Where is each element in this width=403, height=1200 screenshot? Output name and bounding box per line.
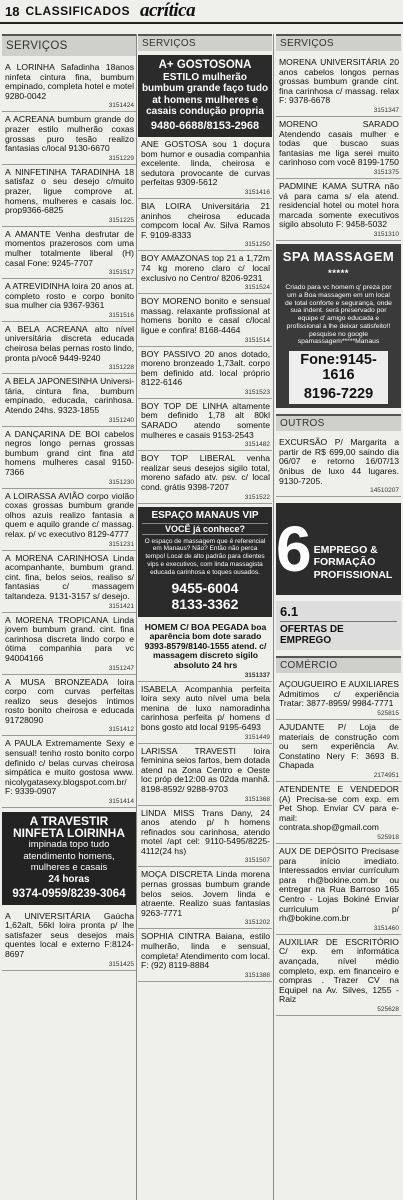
spa-box-manaus-vip: [138, 507, 272, 617]
promo-hours: 24 horas: [48, 873, 90, 885]
classified-ad: [276, 720, 401, 782]
ad-text: A UNIVERSITÁRIA Gaúcha 1,62alt, 56kl loira pronta p/ lhe satisfazer seus desejos mais quentes local e externo F:8124-8697: [5, 910, 134, 959]
ad-text: MORENO SARADO Atendendo casais mulher e todas que buscao suas fantasias me liga serei muito carinhoso com você 8199-1750: [279, 118, 399, 168]
classified-ad: [138, 806, 272, 868]
classified-ad: [2, 165, 136, 227]
ad-ref: 3151250: [244, 241, 270, 249]
ad-text: A MUSA BRONZEADA loira corpo com curvas perfeitas realizo seus desejos íntimos rosto bonito cheirosa e educada 91728090: [5, 676, 134, 725]
classified-ad: [138, 251, 272, 294]
ad-ref: 3151460: [373, 924, 399, 932]
ad-text: A LOIRASSA AVIÃO corpo violão coxas grossas bumbum grande olhos azuis realizo fantasia a quem e aquilo grande c/ massag. relax. p/ vc executivo 8129-4777: [5, 490, 134, 539]
classified-ad: [2, 736, 136, 808]
ad-text: BIA LOIRA Universitária 21 aninhos cheirosa educada compcom local Av. Silva Ramos F. 9109-8333: [141, 200, 270, 240]
box-phone-1: 9455-6004: [171, 579, 239, 596]
promo-subtitle: NINFETA LOIRINHA: [13, 825, 125, 840]
ad-text: LARISSA TRAVESTI loira feminina seios fartos, bem dotada atend na Zona Centro e Oeste loc próp de12:00 as 02da manhã. 8198-8592/ 9288-9703: [141, 745, 270, 794]
ad-text: AUXILIAR DE ESCRITÓRIO C/ exp. em informática avançada, nível médio completo, exp. em financeiro e compras . Trazer CV na Equipel na Av. Silves, 1255 - Raiz: [279, 936, 399, 1005]
classified-ad: [276, 935, 401, 1016]
spa-title: SPA MASSAGEM: [282, 248, 395, 264]
classified-ad: [138, 929, 272, 981]
ad-ref: 3151228: [108, 364, 134, 372]
ad-ref: 3151416: [244, 188, 270, 196]
ad-text: MORENA UNIVERSITÁRIA 20 anos cabelos longos pernas grossas bumbum grande cint. fina carinhosa c/ massag. relax F: 9378-6678: [279, 57, 399, 106]
promo-phone: 9480-6688/8153-2968: [150, 119, 260, 132]
ad-ref: 3151368: [244, 795, 270, 803]
classified-ad: [138, 199, 272, 251]
ad-text: A ACREANA bumbum grande do prazer estilo mulherão coxas grossas puro tesão realizo fantasias c/local 9130-6670: [5, 114, 134, 154]
ad-text: BOY PASSIVO 20 anos dotado, moreno bronzeado 1,73alt. corpo bem definido atd. local próprio 8122-6146: [141, 348, 270, 388]
ad-text: AÇOUGUEIRO E AUXILIARES Admitimos c/ experiência Tratar: 3877-8959/ 9984-7771: [279, 679, 399, 709]
classified-ad: [138, 137, 272, 199]
classified-ad: [276, 844, 401, 935]
column-1: [2, 34, 136, 971]
classified-ad: [2, 60, 136, 112]
ad-ref: 3151523: [244, 388, 270, 396]
ad-text: A NINFETINHA TARADINHA 18 satisfaz o seu desejo c/muito prazer, ligue comprove at. homens, mulheres e casais loc. prop9366-6825: [5, 166, 134, 216]
promo-body: impinada topo tudo atendimento homens, mulheres e casais: [23, 839, 115, 874]
ad-ref: 3151347: [373, 106, 399, 114]
classified-ad: [2, 227, 136, 279]
ad-text: LINDA MISS Trans Dany, 24 anos atendo p/ h homens refinados sou carinhosa, atendo motel /apt cel: 9110-5495/8225-4112(24 hs): [141, 807, 270, 856]
page-header: [0, 0, 403, 24]
classified-ad: [276, 435, 401, 497]
classified-ad: [138, 744, 272, 806]
ad-ref: 525815: [377, 710, 399, 718]
ad-text: A AMANTE Venha desfrutar de momentos prazerosos com uma mulher totalmente liberal (H) casal Fone: 9245-7707: [5, 228, 134, 268]
box-phone-2: 8133-3362: [171, 595, 239, 612]
ad-ref: 3151424: [108, 102, 134, 110]
classified-ad: [138, 451, 272, 503]
category-label: EMPREGO & FORMAÇÃO PROFISSIONAL: [313, 543, 393, 581]
spa-stars: *****: [328, 267, 349, 279]
classified-ad: [2, 279, 136, 322]
ad-text: AJUDANTE P/ Loja de materiais de construção com ou sem experiência Av. Constatino Nery F: 3693 B. Chapada: [279, 722, 399, 771]
classified-ad: [276, 179, 401, 241]
classified-ad-bold: [138, 620, 272, 682]
section-header-outros: OUTROS: [276, 414, 401, 431]
ad-ref: 3151231: [108, 540, 134, 548]
column-divider: [273, 34, 274, 1200]
ad-text: A LORINHA Safadinha 18anos ninfeta cintura fina, bumbum empinado, completa hotel e motel 9280-0042: [5, 62, 134, 101]
page-number: 18: [5, 3, 20, 19]
ad-ref: 3151516: [108, 311, 134, 319]
promo-body: ESTILO mulherão bumbum grande faço tudo at homens mulheres e casais condução propria: [141, 71, 269, 117]
ad-ref: 3151449: [244, 733, 270, 741]
section-header-servicos: SERVIÇOS: [2, 34, 136, 56]
ad-text: BOY TOP LIBERAL venha realizar seus desejos sigilo total, moreno safado atv. psv. c/ local cond. grátis 9398-7207: [141, 453, 270, 493]
ad-ref: 3151482: [244, 441, 270, 449]
promo-title: A TRAVESTIR: [29, 814, 109, 829]
ad-text: PADMINE KAMA SUTRA não vá para cama s/ ela atend. residencial hotel ou motel hora marcada somente executivos sigilo absoluto F: 9458-5032: [279, 180, 399, 230]
category-number: 6: [276, 513, 312, 586]
column-2: [138, 34, 272, 982]
category-header-6: [276, 503, 401, 595]
ad-ref: 3151522: [244, 493, 270, 501]
classified-ad: [2, 374, 136, 426]
ad-text: ANE GOSTOSA sou 1 doçura bom humor e ousadia companhia excelente. linda, cheirosa e sedutora provocante de curvas perfeitas 9309-5612: [141, 139, 270, 188]
ad-ref: 525628: [377, 1005, 399, 1013]
ad-ref: 3151514: [244, 336, 270, 344]
ad-ref: 3151414: [108, 798, 134, 806]
ad-ref: 3151229: [108, 154, 134, 162]
ad-text: A MORENA TROPICANA Linda jovem bumbum grand. cint. fina carinhosa discreta lindo corpo e ótima companhia para vc 94004166: [5, 614, 134, 663]
promo-title: A+ GOSTOSONA: [158, 59, 252, 71]
ad-text: EXCURSÃO P/ Margarita a partir de R$ 699,00 saindo dia 06/07 e retorno 16/07/13 ônibus de luxo 44 lugares. 9130-7205.: [279, 437, 399, 486]
ad-ref: 3151230: [108, 478, 134, 486]
classified-ad: [2, 675, 136, 737]
ad-ref: 14510207: [370, 487, 399, 495]
ad-ref: 3151240: [108, 416, 134, 424]
section-title: CLASSIFICADOS: [25, 4, 130, 18]
box-title: ESPAÇO MANAUS VIP: [151, 509, 259, 521]
classified-ad: [2, 909, 136, 971]
ad-text: ISABELA Acompanhia perfeita loira sexy auto nível uma bela menina de luxo namoradinha carinhosa perfeita p/ homens d bons gosto atd local 9195-6493: [141, 683, 270, 732]
spa-massagem-box: [276, 244, 401, 408]
classified-ad: [2, 551, 136, 613]
ad-text: BOY AMAZONAS top 21 a 1,72m 74 kg moreno claro c/ local exclusivo no Centro/ 8206-9231: [141, 253, 270, 283]
ad-ref: 3151425: [108, 960, 134, 968]
classified-ad: [138, 347, 272, 399]
classified-ad: [138, 399, 272, 451]
ad-ref: 3151247: [108, 664, 134, 672]
ad-ref: 2174951: [373, 772, 399, 779]
promo-box-travestir: [2, 812, 136, 905]
ad-text: MOÇA DISCRETA Linda morena pernas grossas bumbum grande belos seios. Jovem linda e atraente. Realizo suas fantasias 9263-7771: [141, 869, 270, 918]
classified-ad: [138, 682, 272, 744]
classified-ad: [2, 112, 136, 164]
ad-ref: 3151388: [244, 971, 270, 979]
ad-text: SOPHIA CINTRA Baiana, estilo mulherão, linda e sensual, completa! Atendimento com local. F: (92) 8119-8884: [141, 931, 270, 971]
promo-box-gostosona: [138, 55, 272, 137]
column-divider: [136, 34, 137, 1200]
ad-text: A BELA ACREANA alto nível universitária discreta educada cheirosa belas pernas rosto lindo, pronta p/você 9449-9240: [5, 323, 134, 363]
ad-text: A PAULA Extremamente Sexy e sensual! tenho rosto bonito corpo definido c/ belas curvas cheirosa simpática e muito gostosa www. nicolygatasexy.blogspot.com.br/ F: 9339-0907: [5, 738, 134, 797]
ad-text: A MORENA CARINHOSA Linda acompanhante, bumbum grand. cint. fina, belos seios, realiso s/ fantasias c/ massagem taltandeza. 9131-3157 s/ desejo.: [5, 552, 134, 601]
ad-text: HOMEM C/ BOA PEGADA boa aparência bom dote sarado 9393-8579/8140-1555 atend. c/ massagem discreto sigilo absoluto 24 hrs: [144, 621, 267, 670]
section-header-servicos: SERVIÇOS: [138, 34, 272, 51]
ad-ref: 525918: [377, 833, 399, 841]
box-body: O espaço de massagem que é referencial em Manaus? Não? Então não perca tempo! Local de alto padrão para clientes vips e executivos, com linda massagista educada carinhosa e toques ousados.: [144, 537, 266, 576]
classified-ad: [138, 294, 272, 346]
classified-ad: [276, 55, 401, 117]
ad-ref: 3151310: [373, 230, 399, 238]
section-header-servicos: SERVIÇOS: [276, 34, 401, 51]
category-header-6-1: [276, 601, 401, 650]
ad-ref: 3151375: [373, 168, 399, 176]
ad-ref: 3151524: [244, 284, 270, 292]
category-label: OFERTAS DE EMPREGO: [280, 621, 397, 646]
ad-text: BOY TOP DE LINHA altamente bem definido 1,78 alt 80kl SARADO atendo somente mulheres e casais 9153-2543: [141, 400, 270, 440]
ad-text: A DANÇARINA DE BOI cabelos negros longo pernas grossas bumbum grand cint fina atd homens mulheres casal 9150-7366: [5, 428, 134, 477]
classified-ad: [2, 322, 136, 374]
box-subtitle: VOCÊ já conhece?: [142, 523, 268, 535]
spa-body: Criado para vc homem q' preza por um a Boa massagem em um local de total conforte e segurança, onde sua indent. será preservado por equipe d' amigo educada e profissional a lhe deixar satisfeito!! pesquise no google spamassagem*****Manaus: [285, 283, 392, 346]
classified-ad: [2, 427, 136, 489]
ad-text: BOY MORENO bonito e sensual massag. relaxante profissional at homens bonito e casal c/local ligue e confira! 8168-4464: [141, 296, 270, 335]
ad-ref: 3151202: [244, 919, 270, 927]
classified-ad: [276, 677, 401, 720]
ad-ref: 3151412: [108, 726, 134, 734]
ad-ref: 3151337: [244, 671, 270, 679]
ad-ref: 3151517: [108, 269, 134, 277]
newspaper-logo: acrítica: [139, 0, 196, 21]
classified-ad: [2, 489, 136, 551]
ad-text: AUX DE DEPÓSITO Precisase para início imediato. Interessados enviar currículum para rh@bokine.com.br ou entregar na Rua Barroso 165 Centro - Lojas Bokiné Enviar curriculum p/ rh@bokine.com.br: [279, 845, 399, 924]
column-3: [276, 34, 401, 1016]
ad-ref: 3151225: [108, 216, 134, 224]
category-number: 6.1: [280, 604, 299, 620]
classified-ad: [2, 613, 136, 675]
spa-phone-2: 8196-7229: [289, 385, 388, 404]
spa-phone-1: Fone:9145-1616: [289, 351, 388, 385]
ad-ref: 3151421: [108, 602, 134, 610]
classified-ad: [138, 867, 272, 929]
ad-text: ATENDENTE E VENDEDOR (A) Precisa-se com exp. em Pet Shop. Enviar CV para e-mail: contrata.shop@gmail.com: [279, 784, 399, 833]
ad-text: A BELA JAPONESINHA Universi-tária, cintura fina, bumbum empinado, educada, carinhosa. Atendo 24hs. 9323-1855: [5, 376, 134, 416]
section-header-comercio: COMÉRCIO: [276, 656, 401, 673]
classified-ad: [276, 117, 401, 179]
ad-text: A ATREVIDINHA loira 20 anos at. completo rosto e corpo bonito sua mulher cia 9367-9361: [5, 281, 134, 311]
classified-ad: [276, 782, 401, 844]
ad-ref: 3151507: [244, 857, 270, 865]
promo-phone: 9374-0959/8239-3064: [12, 888, 126, 901]
